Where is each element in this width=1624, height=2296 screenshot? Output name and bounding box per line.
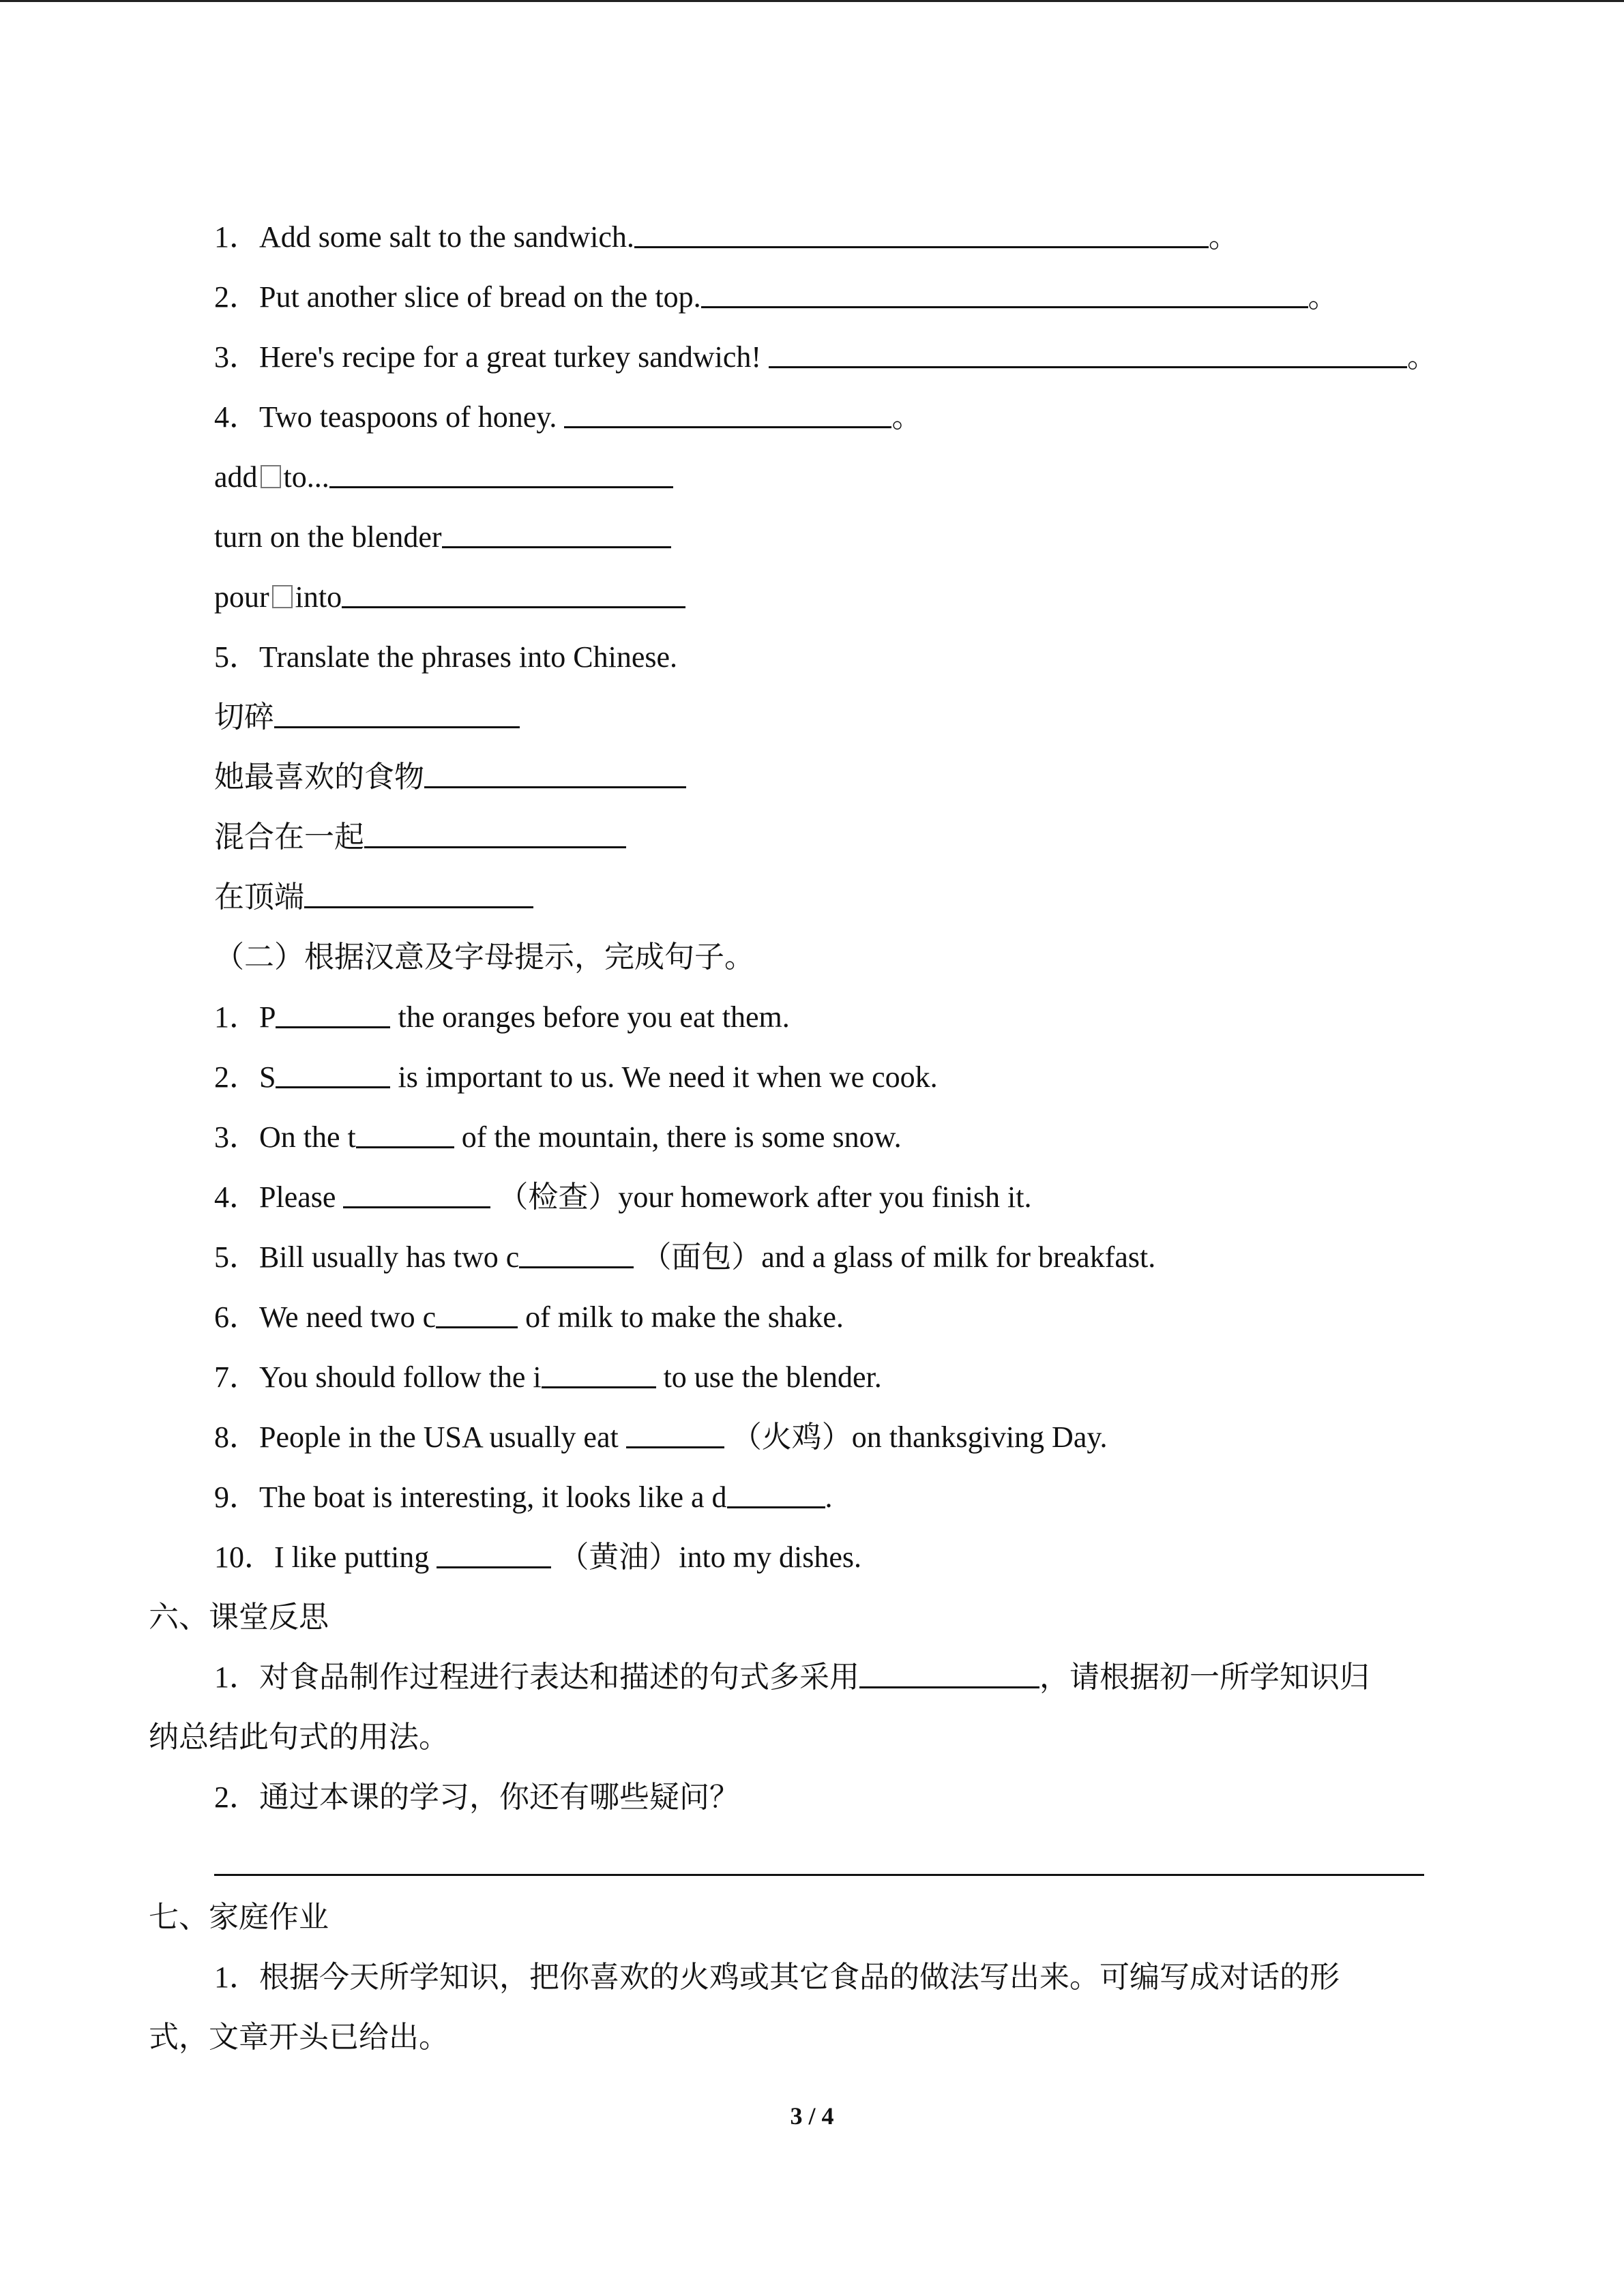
answer-blank[interactable] [436, 1291, 518, 1328]
answer-blank[interactable] [634, 211, 1209, 248]
answer-blank[interactable] [442, 511, 671, 548]
sentence-2: 2．S is important to us. We need it when we cook. [214, 1047, 938, 1107]
answer-blank[interactable] [626, 1411, 724, 1448]
answer-blank[interactable] [356, 1111, 454, 1148]
answer-blank[interactable] [276, 991, 390, 1028]
cn-phrase-3: 混合在一起 [214, 807, 626, 867]
answer-blank[interactable] [274, 691, 520, 728]
sentence-4: 4．Please （检查）your homework after you finish it. [214, 1167, 1032, 1227]
sentence-6: 6．We need two c of milk to make the shake. [214, 1287, 844, 1347]
item-3: 3．Here's recipe for a great turkey sandwich! 。 [214, 327, 1437, 387]
item-4: 4．Two teaspoons of honey. 。 [214, 387, 921, 447]
answer-blank[interactable] [769, 331, 1407, 368]
reflection-q2: 2．通过本课的学习，你还有哪些疑问？ [214, 1780, 739, 1814]
page-top-border [0, 0, 1624, 2]
answer-blank[interactable] [519, 1231, 634, 1268]
item-2: 2．Put another slice of bread on the top. 。 [214, 267, 1338, 327]
phrase-add: add to... [214, 447, 673, 507]
answer-blank[interactable] [564, 391, 891, 428]
item-1: 1．Add some salt to the sandwich. 。 [214, 207, 1239, 267]
answer-blank[interactable] [727, 1471, 825, 1508]
sentence-7: 7．You should follow the i to use the blender. [214, 1347, 882, 1407]
sentence-1: 1．P the oranges before you eat them. [214, 987, 790, 1047]
homework-q1-cont: 式，文章开头已给出。 [149, 2021, 449, 2054]
answer-blank[interactable] [542, 1351, 656, 1388]
answer-blank[interactable] [437, 1531, 551, 1568]
answer-blank[interactable] [701, 271, 1308, 308]
answer-blank[interactable] [343, 1171, 490, 1208]
placeholder-box-icon [272, 585, 293, 608]
answer-line[interactable] [214, 1874, 1424, 1876]
sentence-8: 8．People in the USA usually eat （火鸡）on thanksgiving Day. [214, 1407, 1108, 1467]
answer-blank[interactable] [342, 571, 685, 608]
answer-blank[interactable] [859, 1651, 1039, 1688]
item-5: 5．Translate the phrases into Chinese. [214, 640, 678, 674]
page-number: 3 / 4 [790, 2102, 834, 2130]
cn-phrase-2: 她最喜欢的食物 [214, 747, 686, 807]
phrase-turn-on: turn on the blender [214, 507, 671, 567]
sentence-3: 3．On the t of the mountain, there is some snow. [214, 1107, 902, 1167]
sentence-9: 9．The boat is interesting, it looks like a d . [214, 1467, 833, 1527]
section-7-heading: 七、家庭作业 [149, 1900, 329, 1934]
placeholder-box-icon [261, 465, 281, 488]
phrase-pour: pour into [214, 567, 685, 627]
section-6-heading: 六、课堂反思 [149, 1600, 329, 1634]
reflection-q1-cont: 纳总结此句式的用法。 [149, 1720, 449, 1754]
section-2-heading: （二）根据汉意及字母提示，完成句子。 [214, 940, 754, 974]
homework-q1: 1．根据今天所学知识，把你喜欢的火鸡或其它食品的做法写出来。可编写成对话的形 [214, 1960, 1340, 1994]
cn-phrase-1: 切碎 [214, 687, 520, 747]
answer-blank[interactable] [329, 451, 673, 488]
reflection-q1: 1．对食品制作过程进行表达和描述的句式多采用 ，请根据初一所学知识归 [214, 1648, 1370, 1708]
answer-blank[interactable] [364, 811, 626, 848]
sentence-10: 10．I like putting （黄油）into my dishes. [214, 1527, 861, 1587]
cn-phrase-4: 在顶端 [214, 867, 533, 927]
sentence-5: 5．Bill usually has two c （面包）and a glass of milk for breakfast. [214, 1227, 1155, 1287]
answer-blank[interactable] [424, 751, 686, 788]
answer-blank[interactable] [276, 1051, 390, 1088]
answer-blank[interactable] [304, 871, 533, 908]
